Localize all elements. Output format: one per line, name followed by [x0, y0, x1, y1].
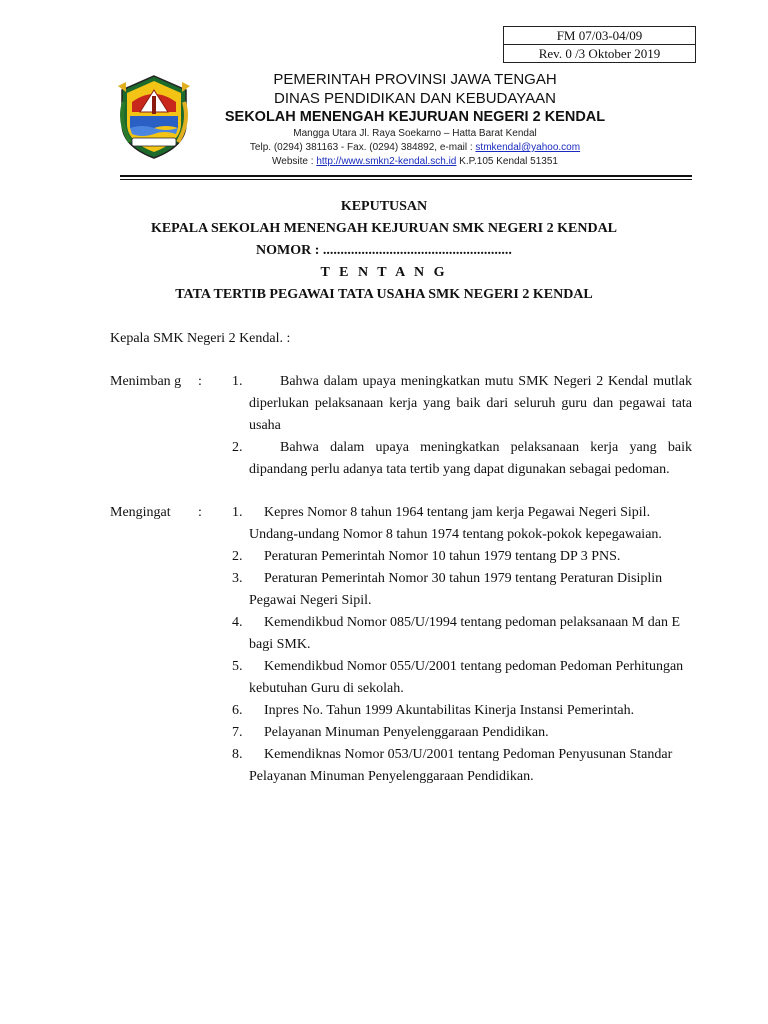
list-item-number: 5. [232, 659, 243, 674]
list-item [232, 502, 692, 546]
list-item [232, 656, 692, 700]
menimbang-list [232, 371, 692, 481]
decree-subject: TATA TERTIB PEGAWAI TATA USAHA SMK NEGERI 2 KENDAL [175, 287, 593, 302]
letterhead-province: PEMERINTAH PROVINSI JAWA TENGAH [273, 71, 557, 88]
letterhead [205, 70, 625, 169]
letterhead-contact [205, 141, 625, 155]
opening-line: Kepala SMK Negeri 2 Kendal. : [110, 331, 291, 346]
list-item [232, 722, 692, 744]
list-item [232, 568, 692, 612]
list-item [232, 744, 692, 788]
list-item-number: 3. [232, 571, 243, 586]
list-item-text: Kemendikbud Nomor 085/U/1994 tentang pedoman pelaksanaan M dan E bagi SMK. [249, 615, 681, 652]
website-label: Website : [272, 156, 317, 167]
list-item-number: 1. [232, 374, 243, 389]
menimbang-section [110, 371, 692, 501]
list-item-number: 8. [232, 747, 243, 762]
email-link[interactable]: stmkendal@yahoo.com [475, 142, 581, 153]
list-item [232, 437, 692, 481]
list-item [232, 546, 692, 568]
postal-code: K.P.105 Kendal 51351 [456, 156, 558, 167]
form-code-revision: Rev. 0 /3 Oktober 2019 [504, 44, 695, 62]
form-code-box [503, 26, 696, 63]
mengingat-list [232, 502, 692, 788]
decree-number: NOMOR : ...................................................... [256, 243, 512, 258]
decree-heading: KEPUTUSAN [340, 199, 428, 214]
list-item-number: 6. [232, 703, 243, 718]
list-item-number: 7. [232, 725, 243, 740]
list-item-text: Pelayanan Minuman Penyelenggaraan Pendidikan. [264, 725, 549, 740]
list-item-number: 1. [232, 505, 243, 520]
list-item-text: Kemendikbud Nomor 055/U/2001 tentang pedoman Pedoman Perhitungan kebutuhan Guru di sekolah. [249, 659, 684, 696]
list-item-number: 2. [232, 440, 243, 455]
jawa-tengah-emblem-icon [112, 72, 196, 160]
list-item-text: Kepres Nomor 8 tahun 1964 tentang jam kerja Pegawai Negeri Sipil. Undang-undang Nomor 8 tahun 1974 tentang pokok-pokok kepegawaian. [249, 505, 662, 542]
decree-title [110, 196, 658, 306]
list-item-text: Peraturan Pemerintah Nomor 10 tahun 1979 tentang DP 3 PNS. [264, 549, 621, 564]
decree-issuer: KEPALA SEKOLAH MENENGAH KEJURUAN SMK NEGERI 2 KENDAL [150, 221, 618, 236]
list-item-text: Bahwa dalam upaya meningkatkan pelaksanaan kerja yang baik dipandang perlu adanya tata tertib yang dapat digunakan sebagai pedoman. [249, 440, 692, 477]
list-item-text: Kemendiknas Nomor 053/U/2001 tentang Pedoman Penyusunan Standar Pelayanan Minuman Penyelenggaraan Pendidikan. [249, 747, 673, 784]
letterhead-address: Mangga Utara Jl. Raya Soekarno – Hatta Barat Kendal [293, 128, 537, 139]
decree-tentang: T E N T A N G [320, 265, 448, 280]
menimbang-colon: : [198, 374, 202, 389]
menimbang-label: Menimban g [110, 374, 182, 389]
letterhead-divider-thin [120, 179, 692, 180]
list-item [232, 700, 692, 722]
letterhead-divider-thick [120, 175, 692, 177]
mengingat-section [110, 502, 692, 812]
form-code-number: FM 07/03-04/09 [556, 28, 643, 43]
letterhead-phone: Telp. (0294) 381163 - Fax. (0294) 384892, e-mail : [249, 142, 476, 153]
list-item [232, 371, 692, 437]
list-item [232, 612, 692, 656]
website-link[interactable]: http://www.smkn2-kendal.sch.id [316, 156, 457, 167]
list-item-number: 4. [232, 615, 243, 630]
letterhead-agency: DINAS PENDIDIKAN DAN KEBUDAYAAN [273, 90, 556, 107]
list-item-text: Bahwa dalam upaya meningkatkan mutu SMK Negeri 2 Kendal mutlak diperlukan pelaksanaan kerja yang baik dari seluruh guru dan pegawai tata usaha [249, 374, 692, 433]
list-item-number: 2. [232, 549, 243, 564]
mengingat-colon: : [198, 505, 202, 520]
list-item-text: Peraturan Pemerintah Nomor 30 tahun 1979 tentang Peraturan Disiplin Pegawai Negeri Sipil. [249, 571, 663, 608]
list-item-text: Inpres No. Tahun 1999 Akuntabilitas Kinerja Instansi Pemerintah. [264, 703, 635, 718]
mengingat-label: Mengingat [110, 505, 171, 520]
letterhead-school: SEKOLAH MENENGAH KEJURUAN NEGERI 2 KENDAL [224, 109, 606, 125]
letterhead-web [205, 155, 625, 169]
